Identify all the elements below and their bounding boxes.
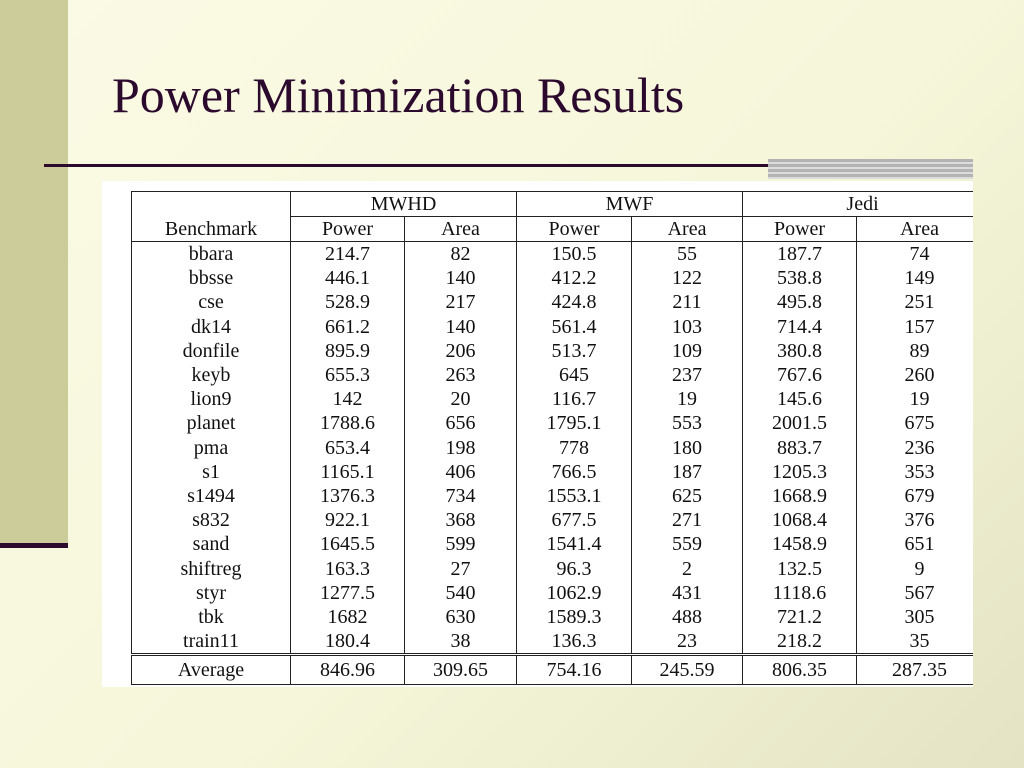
table-cell: 157 [857, 315, 973, 339]
table-cell: 1645.5 [291, 532, 405, 556]
table-cell: 495.8 [743, 290, 857, 314]
benchmark-name-cell: s832 [132, 508, 291, 532]
table-cell: 677.5 [517, 508, 632, 532]
table-cell: 1205.3 [743, 460, 857, 484]
table-cell: 734 [405, 484, 517, 508]
table-cell: 679 [857, 484, 973, 508]
benchmark-name-cell: keyb [132, 363, 291, 387]
table-row [132, 363, 974, 387]
table-cell: 1277.5 [291, 581, 405, 605]
benchmark-name-cell: lion9 [132, 387, 291, 411]
table-cell: 653.4 [291, 436, 405, 460]
table-cell: 561.4 [517, 315, 632, 339]
group-header-row [132, 192, 974, 217]
table-cell: 883.7 [743, 436, 857, 460]
table-cell: 767.6 [743, 363, 857, 387]
table-cell: 305 [857, 605, 973, 629]
table-cell: 380.8 [743, 339, 857, 363]
table-cell: 1458.9 [743, 532, 857, 556]
benchmark-name-cell: s1494 [132, 484, 291, 508]
table-cell: 116.7 [517, 387, 632, 411]
column-header: Power [291, 217, 405, 242]
table-cell: 625 [632, 484, 743, 508]
table-row [132, 460, 974, 484]
title-divider-accent [768, 159, 973, 179]
table-row [132, 508, 974, 532]
table-cell: 211 [632, 290, 743, 314]
table-cell: 406 [405, 460, 517, 484]
table-cell: 2001.5 [743, 411, 857, 435]
table-cell: 136.3 [517, 629, 632, 655]
table-cell: 236 [857, 436, 973, 460]
table-cell: 198 [405, 436, 517, 460]
table-row [132, 387, 974, 411]
table-row [132, 411, 974, 435]
average-label: Average [132, 655, 291, 685]
benchmark-name-cell: cse [132, 290, 291, 314]
table-cell: 630 [405, 605, 517, 629]
table-cell: 1788.6 [291, 411, 405, 435]
table-cell: 187 [632, 460, 743, 484]
table-cell: 89 [857, 339, 973, 363]
title-divider [44, 164, 768, 167]
table-cell: 27 [405, 556, 517, 580]
table-cell: 1795.1 [517, 411, 632, 435]
benchmark-name-cell: shiftreg [132, 556, 291, 580]
table-row [132, 266, 974, 290]
table-cell: 217 [405, 290, 517, 314]
table-cell: 1118.6 [743, 581, 857, 605]
table-cell: 368 [405, 508, 517, 532]
table-row [132, 339, 974, 363]
table-cell: 1589.3 [517, 605, 632, 629]
table-cell: 645 [517, 363, 632, 387]
benchmark-name-cell: pma [132, 436, 291, 460]
table-cell: 412.2 [517, 266, 632, 290]
table-cell: 271 [632, 508, 743, 532]
benchmark-name-cell: s1 [132, 460, 291, 484]
table-cell: 19 [857, 387, 973, 411]
average-cell: 846.96 [291, 655, 405, 685]
table-cell: 109 [632, 339, 743, 363]
table-cell: 260 [857, 363, 973, 387]
benchmark-name-cell: sand [132, 532, 291, 556]
column-header: Area [857, 217, 973, 242]
table-cell: 540 [405, 581, 517, 605]
average-cell: 245.59 [632, 655, 743, 685]
group-header-jedi: Jedi [743, 192, 973, 217]
table-cell: 142 [291, 387, 405, 411]
table-cell: 1376.3 [291, 484, 405, 508]
benchmark-name-cell: bbara [132, 242, 291, 267]
table-image-panel [102, 181, 973, 687]
table-row [132, 532, 974, 556]
left-accent-bar [0, 0, 68, 546]
table-cell: 96.3 [517, 556, 632, 580]
table-cell: 714.4 [743, 315, 857, 339]
left-accent-bar-foot [0, 543, 68, 548]
table-cell: 766.5 [517, 460, 632, 484]
table-row [132, 581, 974, 605]
table-row [132, 629, 974, 655]
table-cell: 656 [405, 411, 517, 435]
group-header-mwf: MWF [517, 192, 743, 217]
table-cell: 23 [632, 629, 743, 655]
table-cell: 251 [857, 290, 973, 314]
table-cell: 103 [632, 315, 743, 339]
table-cell: 721.2 [743, 605, 857, 629]
table-cell: 675 [857, 411, 973, 435]
table-cell: 559 [632, 532, 743, 556]
table-cell: 237 [632, 363, 743, 387]
table-cell: 263 [405, 363, 517, 387]
table-cell: 150.5 [517, 242, 632, 267]
table-cell: 778 [517, 436, 632, 460]
table-cell: 567 [857, 581, 973, 605]
table-cell: 38 [405, 629, 517, 655]
table-cell: 214.7 [291, 242, 405, 267]
table-row [132, 315, 974, 339]
table-row [132, 436, 974, 460]
table-cell: 599 [405, 532, 517, 556]
table-cell: 1068.4 [743, 508, 857, 532]
table-cell: 1682 [291, 605, 405, 629]
table-row [132, 290, 974, 314]
benchmark-name-cell: tbk [132, 605, 291, 629]
column-header: Power [743, 217, 857, 242]
table-cell: 180 [632, 436, 743, 460]
table-cell: 180.4 [291, 629, 405, 655]
results-table [131, 191, 973, 685]
table-cell: 74 [857, 242, 973, 267]
column-header: Power [517, 217, 632, 242]
table-cell: 149 [857, 266, 973, 290]
column-header: Area [405, 217, 517, 242]
table-cell: 446.1 [291, 266, 405, 290]
table-cell: 132.5 [743, 556, 857, 580]
table-cell: 1668.9 [743, 484, 857, 508]
table-cell: 163.3 [291, 556, 405, 580]
table-cell: 661.2 [291, 315, 405, 339]
table-row [132, 605, 974, 629]
average-cell: 806.35 [743, 655, 857, 685]
table-cell: 655.3 [291, 363, 405, 387]
table-cell: 528.9 [291, 290, 405, 314]
average-cell: 754.16 [517, 655, 632, 685]
table-cell: 553 [632, 411, 743, 435]
table-cell: 922.1 [291, 508, 405, 532]
table-cell: 145.6 [743, 387, 857, 411]
benchmark-name-cell: dk14 [132, 315, 291, 339]
table-cell: 431 [632, 581, 743, 605]
benchmark-name-cell: donfile [132, 339, 291, 363]
average-cell: 309.65 [405, 655, 517, 685]
benchmark-header: Benchmark [132, 192, 291, 242]
table-cell: 424.8 [517, 290, 632, 314]
column-header: Area [632, 217, 743, 242]
average-cell: 287.35 [857, 655, 973, 685]
benchmark-name-cell: planet [132, 411, 291, 435]
table-body [132, 242, 974, 655]
slide-title: Power Minimization Results [112, 67, 685, 123]
table-cell: 20 [405, 387, 517, 411]
table-cell: 1553.1 [517, 484, 632, 508]
table-cell: 55 [632, 242, 743, 267]
table-cell: 140 [405, 315, 517, 339]
benchmark-name-cell: bbsse [132, 266, 291, 290]
average-row [132, 655, 974, 685]
table-cell: 1541.4 [517, 532, 632, 556]
table-cell: 353 [857, 460, 973, 484]
table-cell: 538.8 [743, 266, 857, 290]
benchmark-name-cell: styr [132, 581, 291, 605]
table-cell: 376 [857, 508, 973, 532]
table-cell: 82 [405, 242, 517, 267]
table-cell: 1062.9 [517, 581, 632, 605]
table-cell: 206 [405, 339, 517, 363]
table-cell: 651 [857, 532, 973, 556]
table-cell: 2 [632, 556, 743, 580]
table-cell: 513.7 [517, 339, 632, 363]
table-cell: 122 [632, 266, 743, 290]
table-cell: 35 [857, 629, 973, 655]
table-cell: 187.7 [743, 242, 857, 267]
table-row [132, 556, 974, 580]
table-cell: 1165.1 [291, 460, 405, 484]
table-row [132, 484, 974, 508]
table-cell: 488 [632, 605, 743, 629]
benchmark-name-cell: train11 [132, 629, 291, 655]
group-header-mwhd: MWHD [291, 192, 517, 217]
table-cell: 218.2 [743, 629, 857, 655]
table-cell: 140 [405, 266, 517, 290]
table-cell: 9 [857, 556, 973, 580]
table-row [132, 242, 974, 267]
table-cell: 19 [632, 387, 743, 411]
table-cell: 895.9 [291, 339, 405, 363]
